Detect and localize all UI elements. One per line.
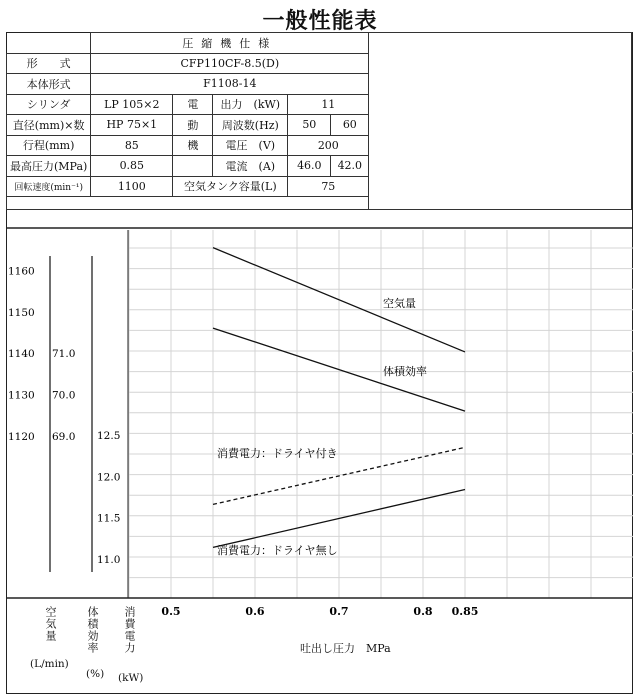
x-tick-label: 0.7 xyxy=(329,605,349,618)
chart-labels xyxy=(8,265,478,618)
air-tick-label: 1160 xyxy=(8,265,35,278)
air-axis-unit: (L/min) xyxy=(30,658,69,670)
stroke-label: 行程(mm) xyxy=(7,135,91,156)
motor-char-3: 機 xyxy=(173,135,213,156)
stroke-value: 85 xyxy=(91,135,173,156)
x-tick-label: 0.5 xyxy=(161,605,181,618)
body-model-label: 本体形式 xyxy=(7,74,91,95)
eff-tick-label: 69.0 xyxy=(52,431,76,443)
cylinder-hp: HP 75×1 xyxy=(91,115,173,136)
voltage-value: 200 xyxy=(288,135,369,156)
cylinder-lp: LP 105×2 xyxy=(91,94,173,115)
spec-header: 圧縮機仕様 xyxy=(91,33,369,54)
current-50: 46.0 xyxy=(288,156,331,177)
max-pressure-label: 最高圧力(MPa) xyxy=(7,156,91,177)
x-tick-label: 0.8 xyxy=(413,605,433,618)
eff-tick-label: 70.0 xyxy=(52,389,76,402)
pow-axis-title xyxy=(121,606,137,654)
eff-tick-label: 71.0 xyxy=(52,348,76,360)
output-label: 出力 (kW) xyxy=(213,94,288,115)
air-tick-label: 1120 xyxy=(8,431,35,443)
freq-label: 周波数(Hz) xyxy=(213,115,288,136)
tank-value: 75 xyxy=(288,176,369,197)
eff-axis-unit: (%) xyxy=(86,668,105,680)
freq-50: 50 xyxy=(288,115,331,136)
output-value: 11 xyxy=(288,94,369,115)
body-model-value: F1108-14 xyxy=(91,74,369,95)
tank-label: 空気タンク容量(L) xyxy=(173,176,288,197)
series-label: 消費電力：ドライヤ付き xyxy=(217,447,338,460)
model-value: CFP110CF-8.5(D) xyxy=(91,53,369,74)
pow-tick-label: 12.0 xyxy=(97,471,121,484)
pow-tick-label: 11.5 xyxy=(97,512,121,525)
air-axis-title-text: 空気量 xyxy=(44,606,57,642)
rpm-label: 回転速度(min⁻¹) xyxy=(7,176,91,197)
cylinder-label: シリンダ xyxy=(7,94,91,115)
bore-label: 直径(mm)×数 xyxy=(7,115,91,136)
pow-tick-label: 12.5 xyxy=(97,429,121,442)
rpm-value: 1100 xyxy=(91,176,173,197)
current-60: 42.0 xyxy=(331,156,369,177)
air-tick-label: 1140 xyxy=(8,348,35,361)
chart-grid xyxy=(128,230,633,598)
current-label: 電流 (A) xyxy=(213,156,288,177)
max-pressure-value: 0.85 xyxy=(91,156,173,177)
pow-axis-title-text: 消費電力 xyxy=(123,606,136,654)
eff-axis-title-text: 体積効率 xyxy=(86,606,99,654)
page-title: 一般性能表 xyxy=(262,9,378,34)
pow-axis-unit: (kW) xyxy=(118,672,144,684)
x-axis-title: 吐出し圧力 MPa xyxy=(300,642,391,655)
series-label: 空気量 xyxy=(383,297,416,310)
voltage-label: 電圧 (V) xyxy=(213,135,288,156)
series-label: 消費電力：ドライヤ無し xyxy=(217,544,338,557)
motor-char-2: 動 xyxy=(173,115,213,136)
series-label: 体積効率 xyxy=(383,365,427,378)
air-axis-title xyxy=(42,606,58,642)
x-tick-label: 0.85 xyxy=(451,605,479,618)
eff-axis-title xyxy=(84,606,100,654)
air-tick-label: 1130 xyxy=(8,389,35,402)
model-label: 形 式 xyxy=(7,53,91,74)
x-tick-label: 0.6 xyxy=(245,605,265,618)
pow-tick-label: 11.0 xyxy=(97,554,121,566)
motor-char-1: 電 xyxy=(173,94,213,115)
freq-60: 60 xyxy=(331,115,369,136)
air-tick-label: 1150 xyxy=(8,306,35,319)
